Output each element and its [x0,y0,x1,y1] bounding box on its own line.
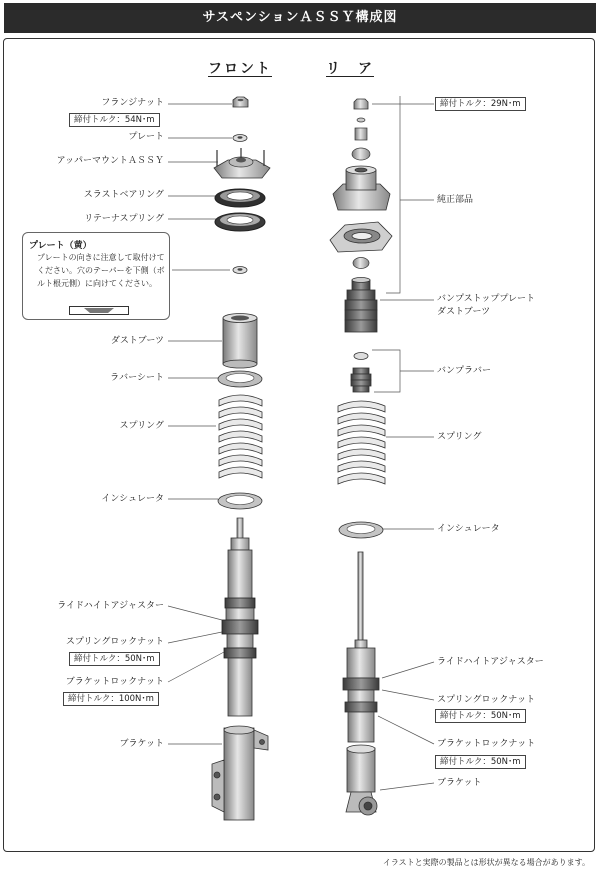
rear-washer [357,118,365,122]
plate-diagram-icon [69,306,129,315]
front-insulator-label: インシュレータ [101,494,164,504]
plate-note-title: プレート（黄） [29,241,92,251]
front-flange-nut-torque: 締付トルク：54N･m [69,113,160,127]
front-rubber-seat [218,371,262,387]
front-retainer-spring-label: リテーナスプリング [84,214,164,224]
front-bracket-lock-nut-label: ブラケットロックナット [65,677,164,687]
rear-spring [338,401,385,484]
rear-bump-stop-plate-label: バンプストッププレート [437,294,536,304]
front-bracket-label: ブラケット [119,739,164,749]
rear-upper-mount [333,166,390,210]
front-bracket [212,726,268,820]
rear-spring-label: スプリング [437,432,482,442]
rear-bottom-bushing [353,258,369,269]
front-spring-lock-nut-label: スプリングロックナット [65,637,164,647]
rear-bracket-lock-nut-label: ブラケットロックナット [437,739,536,749]
rear-dust-boot-label: ダストブーツ [437,307,491,317]
rear-ride-height-label: ライドハイトアジャスター [437,657,544,667]
front-insulator [218,493,262,509]
rear-spring-lock-nut-torque: 締付トルク：50N･m [435,709,526,723]
rear-top-nut [354,99,368,109]
front-dust-boot-label: ダストブーツ [110,336,164,346]
rear-column-title: リ ア [326,61,374,77]
front-retainer-spring [215,213,265,231]
front-spring-lock-nut-torque: 締付トルク：50N･m [69,652,160,666]
front-upper-mount [214,148,270,178]
rear-dust-boot [345,278,377,333]
rear-shock-absorber [343,552,379,742]
front-thrust-bearing-label: スラストベアリング [83,190,164,200]
rear-lower-mount [330,222,392,252]
front-flange-nut-label: フランジナット [101,98,164,108]
rear-bracket [346,745,377,815]
rear-collar [355,128,367,140]
rear-insulator [339,522,383,538]
front-spring [219,395,262,478]
rear-bracket-label: ブラケット [437,778,482,788]
rear-bump-rubber-label: バンプラバー [437,366,492,376]
front-bracket-lock-nut-torque: 締付トルク：100N･m [63,692,159,706]
plate-note-body: プレートの向きに注意して取付けてください。穴のテーパーを下側（ボルト根元側）に向けてください。 [37,253,165,288]
front-dust-boot [223,314,257,369]
front-column-title: フロント [208,61,272,77]
rear-genuine-parts-label: 純正部品 [437,195,474,205]
front-flange-nut [233,97,248,107]
rear-bushing [352,148,370,160]
front-shock-absorber [222,518,258,716]
page-title: サスペンションＡＳＳＹ構成図 [4,3,596,33]
rear-bump-plate [354,353,368,360]
front-spring-label: スプリング [119,421,164,431]
front-upper-mount-label: アッパーマウントＡＳＳＹ [56,156,164,166]
front-ride-height-label: ライドハイトアジャスター [57,601,164,611]
rear-bracket-lock-nut-torque: 締付トルク：50N･m [435,755,526,769]
rear-spring-lock-nut-label: スプリングロックナット [437,695,536,705]
rear-bump-rubber [351,368,371,392]
front-plate-label: プレート [128,132,164,142]
front-rubber-seat-label: ラバーシート [110,373,164,383]
disclaimer-footer: イラストと実際の製品とは形状が異なる場合があります。 [382,858,590,867]
rear-insulator-label: インシュレータ [437,524,500,534]
front-thrust-bearing [215,189,265,207]
plate-note-box [22,232,170,320]
rear-top-torque: 締付トルク：29N･m [435,97,526,111]
